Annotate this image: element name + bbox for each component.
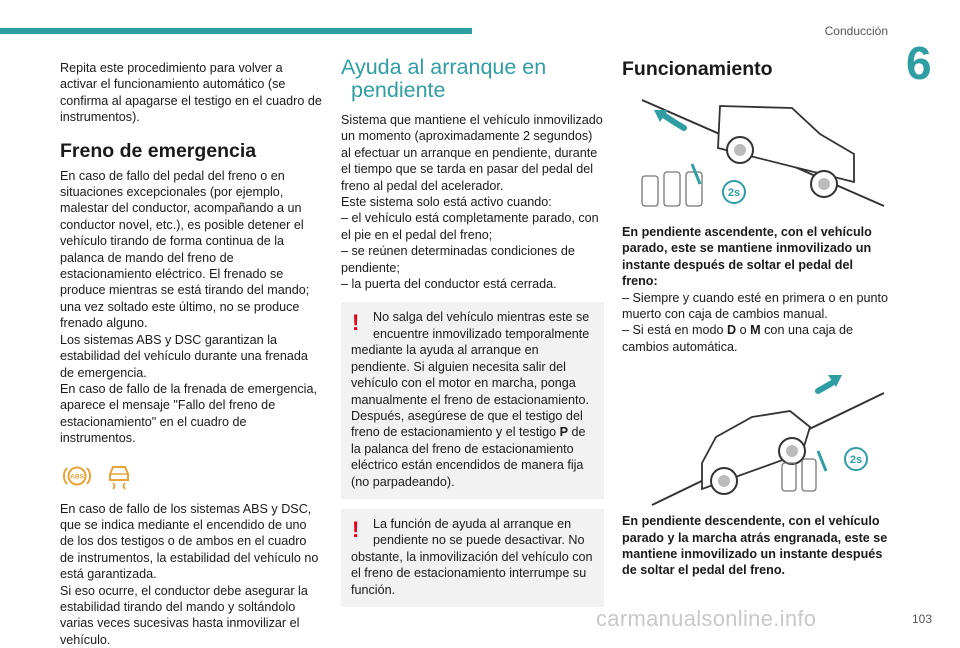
chapter-number: 6 [906, 37, 932, 89]
list-item: – el vehículo está completamente parado, con el pie en el pedal del freno; [341, 211, 599, 242]
warning-icon: ! [352, 310, 360, 336]
intro-paragraph: Repita este procedimiento para volver a activar el funcionamiento automático (se confirma al apagarse el testigo en el cuadro de instrumentos). [60, 61, 322, 125]
watermark: carmanualsonline.info [596, 606, 817, 631]
paragraph: En caso de fallo de la frenada de emergencia, aparece el mensaje "Fallo del freno de estacionamiento" en el cuadro de instrumentos. [60, 381, 317, 446]
column-middle [341, 56, 604, 607]
list-item: – la puerta del conductor está cerrada. [341, 277, 557, 292]
column-right [622, 56, 890, 579]
warning-lamps [60, 461, 322, 491]
list-item: – Si está en modo D o M con una caja de cambios automática. [622, 323, 854, 354]
section-title: Conducción [824, 24, 888, 38]
paragraph: En caso de fallo del pedal del freno o en situaciones excepcionales (por ejemplo, malestar del conductor, acompañando a un conductor novel, etc.), es posible detener el vehículo tirando de forma continua de la palanca de mando del freno de estacionamiento eléctrico. El frenado se produce mientras se está tirando del mando; una vez soltado este último, no se produce frenado alguno. [60, 168, 310, 331]
top-accent-bar [0, 28, 472, 34]
warning-text: No salga del vehículo mientras este se encuentre inmovilizado temporalmente [373, 310, 590, 341]
warning-text: mediante la ayuda al arranque en pendiente. Si alguien necesita salir del vehículo con el motor en marcha, ponga manualmente el freno de estacionamiento. Después, asegúrese de que el testigo del freno de estacionamiento y el testigo P de la palanca del freno de estacionamiento eléctrico están encendidos de manera fija (no parpadeando). [351, 343, 590, 489]
page-number: 103 [911, 612, 932, 626]
warning-box [341, 509, 604, 607]
paragraph-bold: En pendiente descendente, con el vehículo parado y la marcha atrás engranada, este se mantiene inmovilizado un instante después de soltar el pedal del freno. [622, 514, 888, 578]
abs-warning-icon [62, 462, 92, 490]
stability-control-icon [104, 461, 134, 491]
warning-icon: ! [352, 516, 360, 542]
abs-icon-label: ABS [70, 473, 84, 481]
column-left [60, 60, 322, 648]
paragraph: Si eso ocurre, el conductor debe asegurar la estabilidad tirando del mando y soltándolo varias veces sucesivas hasta inmovilizar el vehículo. [60, 583, 308, 647]
downhill-illustration [622, 367, 890, 507]
heading-hill-start-assist [341, 56, 604, 102]
paragraph: Sistema que mantiene el vehículo inmovilizado un momento (aproximadamente 2 segundos) al efectuar un arranque en pendiente, durante el tiempo que se tarda en pasar del pedal del freno al pedal del acelerador. [341, 113, 603, 193]
paragraph: Los sistemas ABS y DSC garantizan la estabilidad del vehículo durante una frenada de emergencia. [60, 332, 308, 380]
warning-box [341, 302, 604, 498]
heading-line: pendiente [351, 78, 446, 102]
list-item: – Siempre y cuando esté en primera o en punto muerto con caja de cambios manual. [622, 290, 889, 322]
heading-emergency-brake: Freno de emergencia [60, 139, 257, 162]
warning-text: La función de ayuda al arranque en pendiente no se puede desactivar. No [373, 516, 585, 548]
warning-text: obstante, la inmovilización del vehículo con el freno de estacionamiento interrumpe su función. [351, 549, 593, 597]
heading-line: Ayuda al arranque en [341, 55, 547, 79]
timer-label: 2s [727, 187, 741, 199]
uphill-illustration [622, 88, 890, 218]
timer-label: 2s [849, 454, 863, 467]
heading-operation: Funcionamiento [622, 58, 773, 80]
paragraph-bold: En pendiente ascendente, con el vehículo parado, este se mantiene inmovilizado un instante después de soltar el pedal del freno: [622, 225, 872, 289]
paragraph: En caso de fallo de los sistemas ABS y DSC, que se indica mediante el encendido de uno de los dos testigos o de ambos en el cuadro de instrumentos, la estabilidad del vehículo no está garantizada. [60, 501, 319, 582]
paragraph: Este sistema solo está activo cuando: [341, 195, 552, 210]
list-item: – se reúnen determinadas condiciones de pendiente; [341, 244, 575, 275]
